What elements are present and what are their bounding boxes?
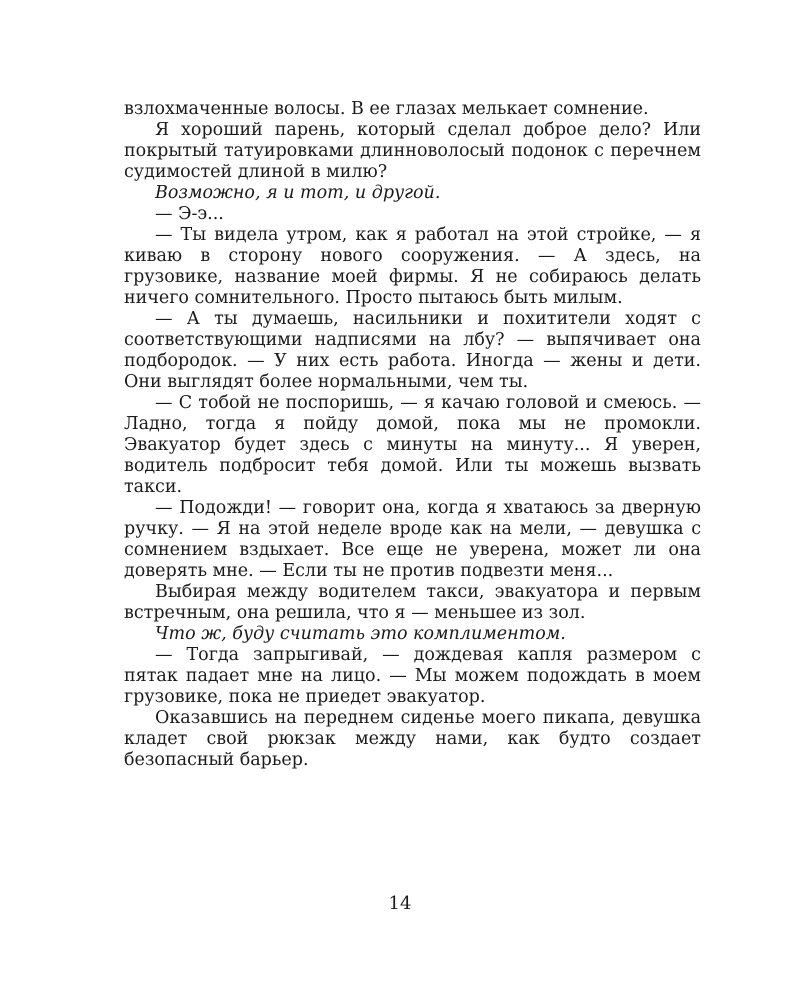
paragraph-thought: Возможно, я и тот, и другой. — [155, 183, 441, 203]
paragraph: Выбирая между водителем такси, эвакуатора и первым встречным, она решила, что я — меньшее из зол. — [124, 582, 701, 623]
page-body — [124, 99, 701, 771]
paragraph: Я хороший парень, который сделал доброе дело? Или покрытый татуировками длинноволосый подонок с перечнем судимостей длиной в милю? — [124, 120, 701, 182]
paragraph-dialogue: — Подожди! — говорит она, когда я хватаюсь за дверную ручку. — Я на этой неделе вроде как на мели, — девушка с сомнением вздыхает. Все еще не уверена, может ли она доверять мне. — Если ты не против подвезти меня... — [124, 498, 701, 581]
paragraph-dialogue: — Ты видела утром, как я работал на этой стройке, — я киваю в сторону нового сооружения. — А здесь, на грузовике, название моей фирмы. Я не собираюсь делать ничего сомнительного. Просто пытаюсь быть милым. — [124, 225, 701, 308]
paragraph-thought: Что ж, буду считать это комплиментом. — [155, 624, 566, 644]
paragraph: Оказавшись на переднем сиденье моего пикапа, девушка кладет свой рюкзак между нами, как будто создает безопасный барьер. — [124, 708, 701, 770]
paragraph-dialogue: — А ты думаешь, насильники и похитители ходят с соответствующими надписями на лбу? — выпячивает она подбородок. — У них есть работа. Иногда — жены и дети. Они выглядят более нормальными, чем ты. — [124, 309, 701, 392]
page-number: 14 — [388, 893, 412, 914]
paragraph-dialogue: — С тобой не поспоришь, — я качаю головой и смеюсь. — Ладно, тогда я пойду домой, пока мы не промокли. Эвакуатор будет здесь с минуты на минуту... Я уверен, водитель подбросит тебя домой. Или ты можешь вызвать такси. — [124, 393, 701, 497]
paragraph-dialogue: — Э-э... — [155, 204, 224, 224]
paragraph-dialogue: — Тогда запрыгивай, — дождевая капля размером с пятак падает мне на лицо. — Мы можем подождать в моем грузовике, пока не приедет эвакуатор. — [124, 645, 701, 707]
paragraph-continuation: взлохмаченные волосы. В ее глазах мелькает сомнение. — [124, 99, 649, 119]
